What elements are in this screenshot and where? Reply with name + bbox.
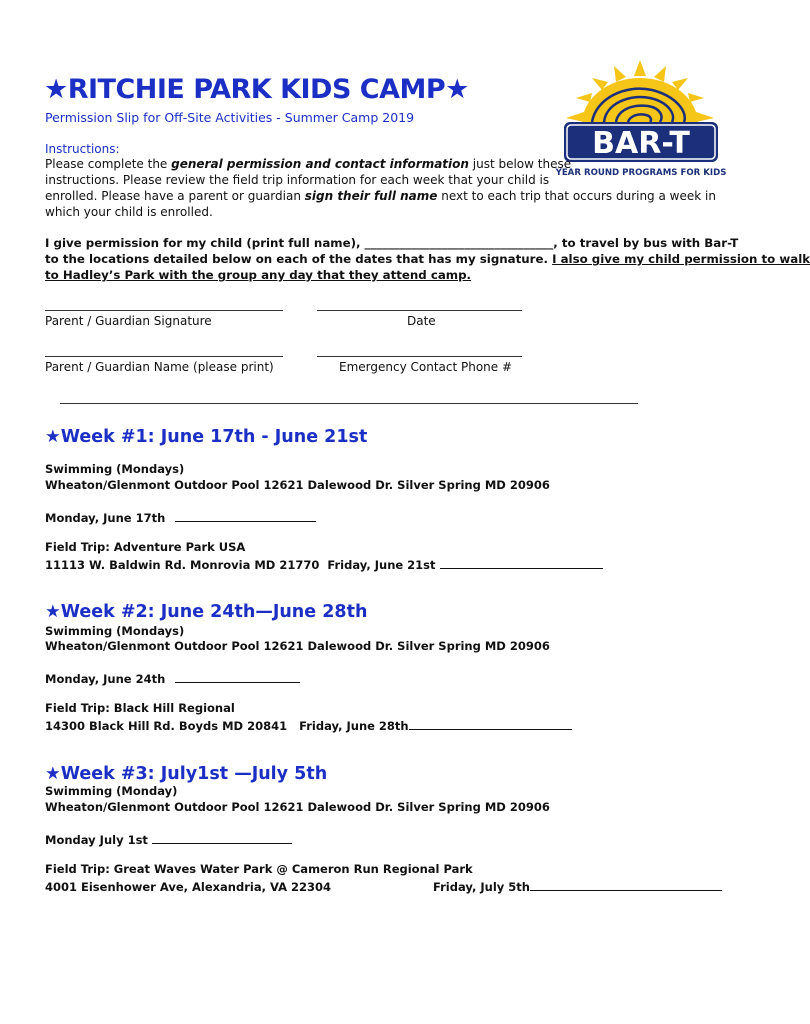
week-1-swim-label: Swimming (Mondays) [45, 462, 185, 476]
week-1-title: ★Week #1: June 17th - June 21st [45, 427, 368, 447]
instructions-line-1: Please complete the general permission and contact information just below these [45, 157, 572, 171]
week-3-trip-row [45, 878, 722, 894]
week-3-title: ★Week #3: July1st —July 5th [45, 764, 328, 784]
page-subtitle: Permission Slip for Off-Site Activities - Summer Camp 2019 [45, 110, 415, 125]
week-2-swim-date: Monday, June 24th [45, 672, 166, 686]
week-2-trip-date: Friday, June 28th [299, 719, 409, 733]
week-3-swim-signature-blank[interactable] [152, 831, 292, 844]
date-line[interactable] [317, 310, 522, 311]
week-2-pool-address: Wheaton/Glenmont Outdoor Pool 12621 Dalewood Dr. Silver Spring MD 20906 [45, 639, 550, 653]
page-title: ★RITCHIE PARK KIDS CAMP★ [44, 74, 469, 105]
bar-t-logo [555, 58, 727, 182]
week-3-trip-label: Field Trip: Great Waves Water Park @ Cameron Run Regional Park [45, 862, 473, 876]
emergency-phone-line[interactable] [317, 356, 522, 357]
week-2-trip-label: Field Trip: Black Hill Regional [45, 701, 235, 715]
week-3-swim-date: Monday July 1st [45, 833, 148, 847]
week-3-trip-address: 4001 Eisenhower Ave, Alexandria, VA 22304 [45, 880, 332, 894]
week-2-swim-label: Swimming (Mondays) [45, 624, 185, 638]
week-1-trip-address: 11113 W. Baldwin Rd. Monrovia MD 21770 [45, 558, 320, 572]
week-1-trip-label: Field Trip: Adventure Park USA [45, 540, 246, 554]
week-3-swim-signature-row [45, 831, 292, 847]
week-2-trip-row [45, 717, 572, 733]
week-1-trip-row [45, 556, 603, 572]
section-divider [60, 403, 638, 404]
parent-name-line[interactable] [45, 356, 283, 357]
instructions-line-3: enrolled. Please have a parent or guardian sign their full name next to each trip that occurs during a week in [45, 189, 716, 203]
date-label: Date [407, 314, 436, 328]
parent-name-label: Parent / Guardian Name (please print) [45, 360, 274, 374]
permission-line-3: to Hadley’s Park with the group any day that they attend camp. [45, 268, 472, 282]
week-2-trip-address: 14300 Black Hill Rd. Boyds MD 20841 [45, 719, 288, 733]
instructions-line-2: instructions. Please review the field trip information for each week that your child is [45, 173, 550, 187]
parent-signature-line[interactable] [45, 310, 283, 311]
week-1-swim-signature-row [45, 509, 316, 525]
instructions-heading: Instructions: [45, 142, 120, 156]
week-3-pool-address: Wheaton/Glenmont Outdoor Pool 12621 Dalewood Dr. Silver Spring MD 20906 [45, 800, 550, 814]
week-1-trip-date: Friday, June 21st [327, 558, 436, 572]
instructions-line-4: which your child is enrolled. [45, 205, 213, 219]
permission-line-1: I give permission for my child (print full name), ________________________________, to travel by bus with Bar-T [45, 236, 739, 250]
week-2-swim-signature-row [45, 670, 300, 686]
week-3-trip-date: Friday, July 5th [433, 880, 530, 894]
emergency-phone-label: Emergency Contact Phone # [339, 360, 513, 374]
parent-signature-label: Parent / Guardian Signature [45, 314, 212, 328]
week-3-trip-signature-blank[interactable] [530, 878, 722, 891]
sun-logo-icon [555, 58, 727, 182]
logo-tagline-text: YEAR ROUND PROGRAMS FOR KIDS [555, 168, 727, 178]
week-1-swim-date: Monday, June 17th [45, 511, 166, 525]
week-1-swim-signature-blank[interactable] [175, 509, 316, 522]
week-1-pool-address: Wheaton/Glenmont Outdoor Pool 12621 Dalewood Dr. Silver Spring MD 20906 [45, 478, 550, 492]
week-1-trip-signature-blank[interactable] [440, 556, 603, 569]
week-2-title: ★Week #2: June 24th—June 28th [45, 602, 368, 622]
week-2-swim-signature-blank[interactable] [175, 670, 300, 683]
week-3-swim-label: Swimming (Monday) [45, 784, 178, 798]
week-2-trip-signature-blank[interactable] [409, 717, 572, 730]
logo-brand-text: BAR-T [592, 126, 690, 161]
permission-line-2: to the locations detailed below on each of the dates that has my signature. I also give my child permission to walk [45, 252, 810, 266]
